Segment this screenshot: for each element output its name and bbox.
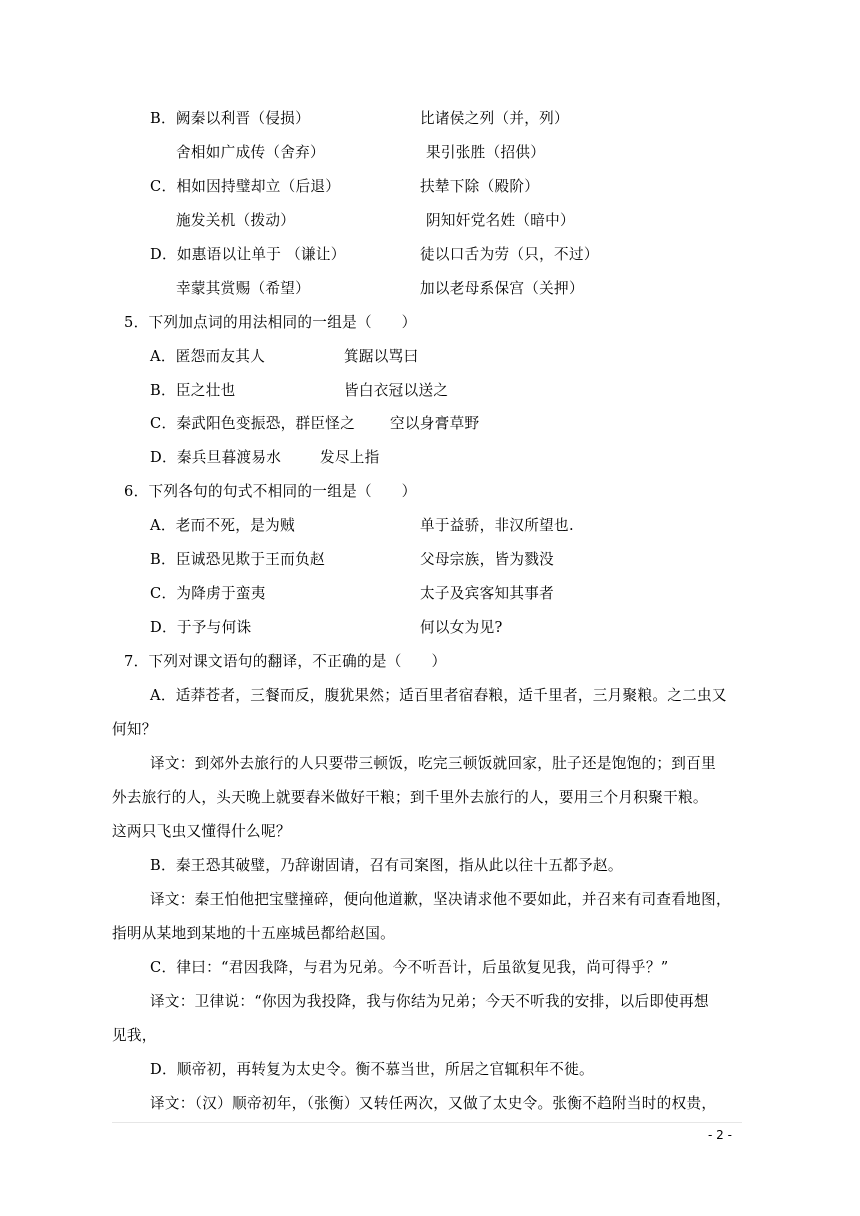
q7-line: 指明从某地到某地的十五座城邑都给赵国。 bbox=[112, 925, 395, 942]
q6-title: 6．下列各句的句式不相同的一组是（ ） bbox=[124, 483, 417, 500]
q4-d2-left: 幸蒙其赏赐（希望） bbox=[176, 280, 311, 297]
q6-b-right: 父母宗族，皆为戮没 bbox=[420, 551, 555, 568]
q7-line: 译文：（汉）顺帝初年，（张衡）又转任两次，又做了太史令。张衡不趋附当时的权贵， bbox=[150, 1095, 717, 1112]
q5-c-right: 空以身膏草野 bbox=[390, 415, 480, 432]
q7-line: 译文：秦王怕他把宝璧撞碎，便向他道歉，坚决请求他不要如此，并召来有司查看地图， bbox=[150, 891, 731, 908]
q7-line: A．适莽苍者，三餐而反，腹犹果然；适百里者宿舂粮，适千里者，三月聚粮。之二虫又 bbox=[150, 687, 727, 704]
q5-b-right: 皆白衣冠以送之 bbox=[344, 382, 449, 399]
q7-line: B．秦王恐其破璧，乃辞谢固请，召有司案图，指从此以往十五都予赵。 bbox=[150, 857, 623, 874]
q6-a-left: A．老而不死，是为贼 bbox=[150, 517, 295, 534]
q5-option-c bbox=[150, 414, 480, 434]
q4-option-b-line-1 bbox=[150, 109, 569, 129]
q6-a-right: 单于益骄，非汉所望也. bbox=[420, 517, 574, 534]
q7-line: 见我， bbox=[112, 1027, 157, 1044]
q4-option-b-line-2 bbox=[176, 143, 546, 163]
q6-d-left: D．于予与何诛 bbox=[150, 619, 252, 636]
q5-a-left: A．匿怨而友其人 bbox=[150, 348, 266, 365]
q4-b-left: B．阙秦以利晋（侵损） bbox=[150, 110, 310, 127]
q7-line: 外去旅行的人，头天晚上就要舂米做好干粮；到千里外去旅行的人，要用三个月积聚干粮。 bbox=[112, 789, 708, 806]
q4-d-left: D．如惠语以让单于 （谦让） bbox=[150, 246, 346, 263]
q6-option-a bbox=[150, 516, 574, 536]
q4-option-c-line-1 bbox=[150, 177, 540, 197]
q5-d-left: D．秦兵旦暮渡易水 bbox=[150, 449, 282, 466]
q7-line: C．律曰：“君因我降，与君为兄弟。今不听吾计，后虽欲复见我，尚可得乎？” bbox=[150, 959, 669, 976]
q5-option-d bbox=[150, 448, 380, 468]
q5-a-right: 箕踞以骂曰 bbox=[344, 348, 419, 365]
q4-d2-right: 加以老母系保宫（关押） bbox=[420, 280, 584, 297]
q6-option-b bbox=[150, 550, 555, 570]
q4-b2-right: 果引张胜（招供） bbox=[426, 144, 546, 161]
q4-c-left: C．相如因持璧却立（后退） bbox=[150, 178, 341, 195]
q6-option-c bbox=[150, 584, 555, 604]
q4-b2-left: 舍相如广成传（舍弃） bbox=[176, 144, 325, 161]
q6-c-left: C．为降虏于蛮夷 bbox=[150, 585, 266, 602]
q7-line: 这两只飞虫又懂得什么呢？ bbox=[112, 823, 291, 840]
page-number: - 2 - bbox=[708, 1128, 732, 1142]
q4-b-right: 比诸侯之列（并，列） bbox=[420, 110, 569, 127]
q5-option-b bbox=[150, 381, 449, 401]
q4-c-right: 扶辇下除（殿阶） bbox=[420, 178, 540, 195]
q4-c2-left: 施发关机（拨动） bbox=[176, 212, 296, 229]
q4-option-c-line-2 bbox=[176, 211, 575, 231]
q7-title: 7．下列对课文语句的翻译，不正确的是（ ） bbox=[124, 653, 447, 670]
q6-d-right: 何以女为见? bbox=[420, 619, 503, 636]
q5-option-a bbox=[150, 347, 419, 367]
q6-c-right: 太子及宾客知其事者 bbox=[420, 585, 555, 602]
q5-d-right: 发尽上指 bbox=[320, 449, 380, 466]
q5-c-left: C．秦武阳色变振恐，群臣怪之 bbox=[150, 415, 356, 432]
q7-line: 译文：卫律说：“你因为我投降，我与你结为兄弟；今天不听我的安排，以后即使再想 bbox=[150, 993, 709, 1010]
q4-option-d-line-1 bbox=[150, 245, 599, 265]
q4-d-right: 徒以口舌为劳（只，不过） bbox=[420, 246, 599, 263]
q6-b-left: B．臣诚恐见欺于王而负赵 bbox=[150, 551, 325, 568]
q7-line: D．顺帝初，再转复为太史令。衡不慕当世，所居之官辄积年不徙。 bbox=[150, 1061, 594, 1078]
q7-line: 何知？ bbox=[112, 721, 157, 738]
q7-line: 译文：到郊外去旅行的人只要带三顿饭，吃完三顿饭就回家，肚子还是饱饱的；到百里 bbox=[150, 755, 716, 772]
q6-option-d bbox=[150, 618, 503, 638]
q5-title: 5．下列加点词的用法相同的一组是（ ） bbox=[124, 314, 417, 331]
q4-c2-right: 阴知奸党名姓（暗中） bbox=[426, 212, 575, 229]
q5-b-left: B．臣之壮也 bbox=[150, 382, 236, 399]
footer-divider bbox=[112, 1122, 742, 1123]
q4-option-d-line-2 bbox=[176, 279, 584, 299]
